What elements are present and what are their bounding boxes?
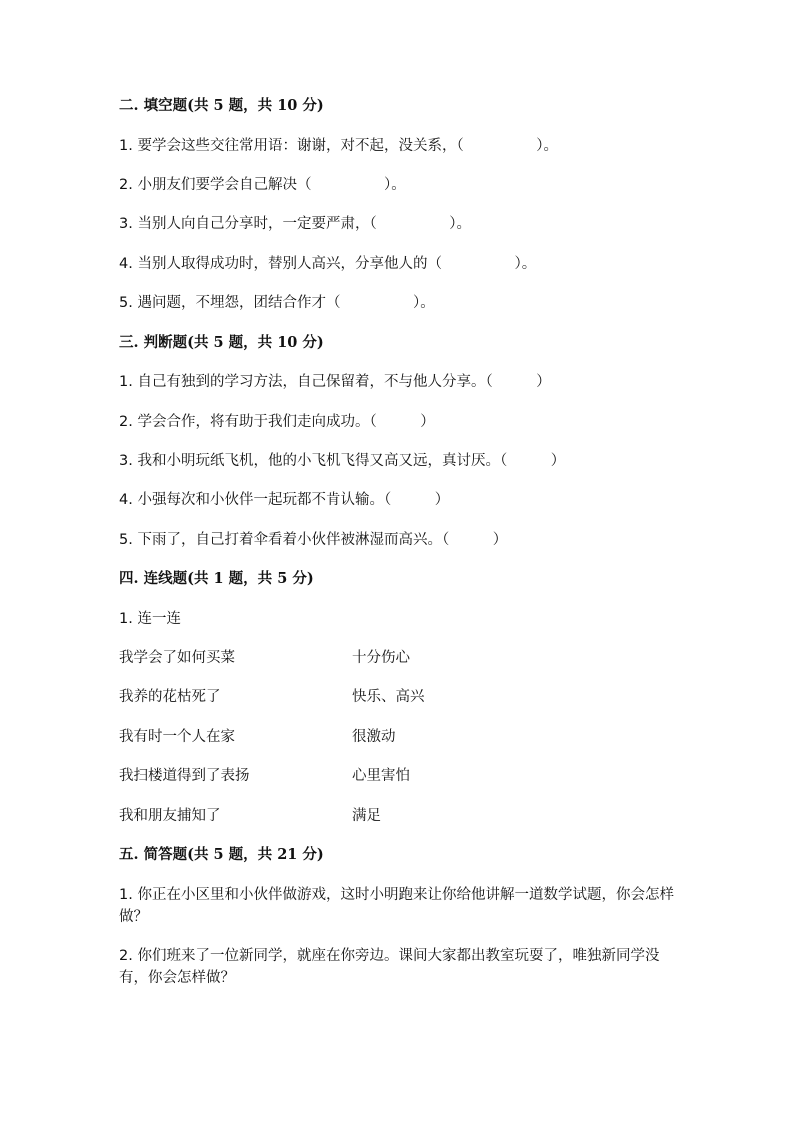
judge-question-2: 2. 学会合作，将有助于我们走向成功。（ ）: [119, 414, 435, 430]
judge-question-4: 4. 小强每次和小伙伴一起玩都不肯认输。（ ）: [119, 492, 450, 508]
match-question-1: 1. 连一连: [119, 611, 181, 627]
fill-question-1: 1. 要学会这些交往常用语：谢谢，对不起，没关系，（ ）。: [119, 138, 558, 154]
section3-heading: 三. 判断题(共 5 题，共 10 分): [119, 334, 324, 351]
fill-question-5: 5. 遇问题，不埋怨，团结合作才（ ）。: [119, 295, 435, 311]
match-right-item: 心里害怕: [352, 768, 410, 784]
judge-question-1: 1. 自己有独到的学习方法，自己保留着，不与他人分享。（ ）: [119, 374, 551, 390]
fill-question-4: 4. 当别人取得成功时，替别人高兴，分享他人的（ ）。: [119, 256, 537, 272]
section2-heading: 二. 填空题(共 5 题，共 10 分): [119, 97, 324, 114]
match-left-item: 我养的花枯死了: [119, 689, 221, 705]
short-answer-question-1: 1. 你正在小区里和小伙伴做游戏，这时小明跑来让你给他讲解一道数学试题，你会怎样做？: [119, 887, 674, 925]
judge-question-5: 5. 下雨了，自己打着伞看着小伙伴被淋湿而高兴。（ ）: [119, 532, 508, 548]
match-left-item: 我学会了如何买菜: [119, 650, 235, 666]
match-right-item: 满足: [352, 808, 381, 824]
fill-question-2: 2. 小朋友们要学会自己解决（ ）。: [119, 177, 406, 193]
fill-question-3: 3. 当别人向自己分享时，一定要严肃，（ ）。: [119, 216, 471, 232]
match-left-item: 我有时一个人在家: [119, 729, 235, 745]
match-right-item: 十分伤心: [352, 650, 410, 666]
match-left-item: 我和朋友捕知了: [119, 808, 221, 824]
match-left-item: 我扫楼道得到了表扬: [119, 768, 250, 784]
match-right-item: 快乐、高兴: [352, 689, 425, 705]
section4-heading: 四. 连线题(共 1 题，共 5 分): [119, 570, 314, 587]
match-right-item: 很激动: [352, 729, 396, 745]
section5-heading: 五. 简答题(共 5 题，共 21 分): [119, 846, 324, 863]
judge-question-3: 3. 我和小明玩纸飞机，他的小飞机飞得又高又远，真讨厌。（ ）: [119, 453, 566, 469]
short-answer-question-2: 2. 你们班来了一位新同学，就座在你旁边。课间大家都出教室玩耍了，唯独新同学没有，你会怎样做？: [119, 948, 660, 986]
